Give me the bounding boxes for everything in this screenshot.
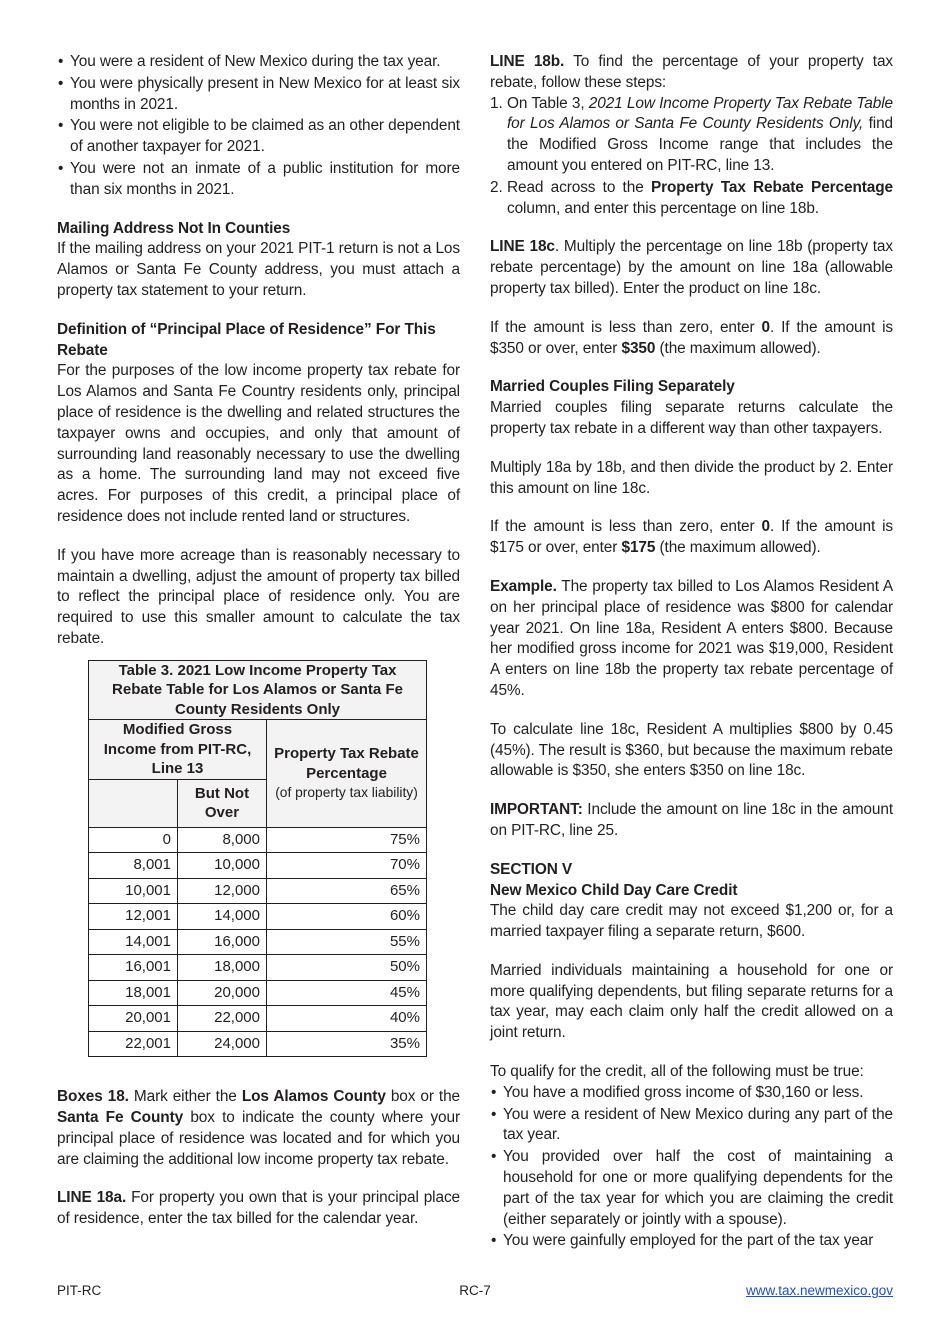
list-item bbox=[57, 116, 460, 158]
table-row bbox=[89, 904, 427, 930]
rebate-percentage: 70% bbox=[267, 853, 427, 879]
income-from: 14,001 bbox=[89, 929, 178, 955]
rebate-percentage: 45% bbox=[267, 980, 427, 1006]
table-row bbox=[89, 1006, 427, 1032]
text-run: Multiply 18a by 18b, and then divide the product by 2. Enter this amount on line 18c. bbox=[490, 458, 893, 497]
item-number: 2. bbox=[490, 178, 503, 196]
text-run: . If the amount is $175 or over, enter bbox=[490, 518, 894, 557]
table-row bbox=[89, 878, 427, 904]
percentage-header bbox=[267, 720, 427, 828]
text-run: For the purposes of the low income property tax rebate for Los Alamos and Santa Fe Country residents only, principal place of residence is the dwelling and related structures the taxpayer owns and occupies, and only that amount of surrounding land reasonably necessary to use the dwelling as a home. The surrounding land may not exceed five acres. For purposes of this credit, a principal place of residence does not include rented land or structures. bbox=[57, 362, 460, 525]
paragraph bbox=[57, 239, 460, 301]
text-run: Example. bbox=[490, 577, 557, 595]
text-run: Read across to the bbox=[507, 178, 651, 196]
item-number: 1. bbox=[490, 94, 503, 112]
paragraph bbox=[490, 237, 893, 299]
text-run: LINE 18b. bbox=[490, 53, 565, 70]
section-heading: Mailing Address Not In Counties bbox=[57, 219, 291, 237]
text-run: Married individuals maintaining a household for one or more qualifying dependents, but filing separate returns for a tax year, may each claim only half the credit allowed on a joint return. bbox=[490, 961, 893, 1042]
list-item bbox=[490, 1083, 893, 1104]
paragraph bbox=[490, 318, 893, 360]
text-run: If the amount is less than zero, enter bbox=[490, 318, 762, 336]
form-name: PIT-RC bbox=[57, 1283, 102, 1299]
list-item bbox=[57, 74, 460, 116]
text-run: The property tax billed to Los Alamos Resident A on her principal place of residence was $800 for calendar year 2021. On line 18a, Resident A enters $800. Because her modified gross income for 2021 was $19,000, Resident A enters on line 18b the property tax rebate percentage of 45%. bbox=[490, 577, 893, 699]
income-to: 22,000 bbox=[178, 1006, 267, 1032]
list-item bbox=[57, 52, 460, 73]
rebate-percentage: 75% bbox=[267, 827, 427, 853]
income-from: 18,001 bbox=[89, 980, 178, 1006]
but-not-over-header: But Not Over bbox=[178, 779, 267, 827]
table-row bbox=[89, 980, 427, 1006]
text-run: (the maximum allowed). bbox=[655, 339, 821, 357]
text-run: $350 bbox=[621, 339, 656, 357]
columns bbox=[57, 52, 893, 1270]
text-run: You were a resident of New Mexico during the tax year. bbox=[70, 53, 441, 70]
text-run: If you have more acreage than is reasonably necessary to maintain a dwelling, adjust the amount of property tax billed to reflect the principal place of residence only. You are required to use this smaller amount to calculate the tax rebate. bbox=[57, 546, 460, 647]
text-run: Mark either the bbox=[128, 1088, 242, 1106]
income-header: Modified Gross Income from PIT-RC, Line 13 bbox=[89, 720, 267, 780]
text-run: . If the amount is $350 or over, enter bbox=[490, 318, 894, 357]
website-link[interactable]: www.tax.newmexico.gov bbox=[745, 1283, 894, 1299]
percentage-header-label: Property Tax Rebate Percentage bbox=[274, 745, 419, 782]
page-number: RC-7 bbox=[459, 1283, 491, 1299]
text-run: If the amount is less than zero, enter bbox=[490, 518, 762, 536]
income-to: 14,000 bbox=[178, 904, 267, 930]
percentage-header-sub: (of property tax liability) bbox=[275, 785, 418, 801]
paragraph bbox=[57, 1188, 460, 1230]
text-run: column, and enter this percentage on line 18b. bbox=[507, 199, 819, 217]
section-heading: SECTION V bbox=[490, 860, 573, 878]
table-row bbox=[89, 929, 427, 955]
numbered-list bbox=[490, 94, 893, 220]
income-from: 20,001 bbox=[89, 1006, 178, 1032]
table-row bbox=[89, 1031, 427, 1057]
paragraph bbox=[490, 720, 893, 782]
section-heading: Married Couples Filing Separately bbox=[490, 378, 735, 396]
income-from: 12,001 bbox=[89, 904, 178, 930]
income-to: 16,000 bbox=[178, 929, 267, 955]
left-column bbox=[57, 52, 460, 1270]
income-to: 12,000 bbox=[178, 878, 267, 904]
income-from: 10,001 bbox=[89, 878, 178, 904]
rebate-percentage: 55% bbox=[267, 929, 427, 955]
text-run: Los Alamos County bbox=[241, 1088, 386, 1106]
text-run: You were not eligible to be claimed as an other dependent of another taxpayer for 2021. bbox=[70, 117, 460, 156]
text-run: You were a resident of New Mexico during any part of the tax year. bbox=[503, 1105, 893, 1144]
paragraph bbox=[490, 458, 893, 500]
list-item bbox=[490, 1105, 893, 1147]
text-run: To calculate line 18c, Resident A multiplies $800 by 0.45 (45%). The result is $360, but because the maximum rebate allowable is $350, she enters $350 on line 18c. bbox=[490, 720, 893, 780]
income-to: 10,000 bbox=[178, 853, 267, 879]
rebate-percentage: 50% bbox=[267, 955, 427, 981]
text-run: You were physically present in New Mexico for at least six months in 2021. bbox=[70, 74, 460, 113]
rebate-percentage: 60% bbox=[267, 904, 427, 930]
text-run: Santa Fe County bbox=[57, 1109, 184, 1127]
section-heading: Definition of “Principal Place of Residence” For This Rebate bbox=[57, 320, 436, 359]
rebate-percentage: 40% bbox=[267, 1006, 427, 1032]
income-from: 22,001 bbox=[89, 1031, 178, 1057]
text-run: Property Tax Rebate Percentage bbox=[650, 178, 894, 196]
income-from: 0 bbox=[89, 827, 178, 853]
list-item bbox=[490, 94, 893, 177]
paragraph bbox=[490, 52, 893, 94]
paragraph bbox=[490, 961, 893, 1044]
section-heading: New Mexico Child Day Care Credit bbox=[490, 881, 738, 899]
table-header-row bbox=[89, 720, 427, 780]
income-from: 8,001 bbox=[89, 853, 178, 879]
paragraph bbox=[490, 901, 893, 943]
income-to: 24,000 bbox=[178, 1031, 267, 1057]
list-item bbox=[490, 178, 893, 220]
table-row bbox=[89, 853, 427, 879]
table-title: Table 3. 2021 Low Income Property Tax Rebate Table for Los Alamos or Santa Fe County Residents Only bbox=[89, 660, 427, 720]
text-run: For property you own that is your principal place of residence, enter the tax billed for the calendar year. bbox=[57, 1189, 461, 1228]
text-run: You were gainfully employed for the part of the tax year bbox=[503, 1232, 874, 1250]
paragraph bbox=[490, 800, 893, 842]
text-run: box to indicate the county where your principal place of residence was located and for which you are claiming the additional low income property tax rebate. bbox=[57, 1109, 460, 1168]
paragraph bbox=[57, 361, 460, 527]
text-run: 2021 Low Income Property Tax Rebate Table for Los Alamos or Santa Fe County Residents Only, bbox=[507, 94, 893, 133]
rebate-table bbox=[88, 660, 427, 1058]
text-run: You were not an inmate of a public institution for more than six months in 2021. bbox=[70, 159, 460, 198]
text-run: LINE 18c bbox=[490, 238, 555, 256]
website-link-wrap bbox=[614, 1282, 893, 1300]
paragraph bbox=[57, 546, 460, 650]
text-run: $175 bbox=[621, 539, 656, 557]
text-run: IMPORTANT: bbox=[490, 801, 583, 819]
text-run: If the mailing address on your 2021 PIT-1 return is not a Los Alamos or Santa Fe County address, you must attach a property tax statement to your return. bbox=[57, 240, 460, 299]
text-run: Married couples filing separate returns calculate the property tax rebate in a different way than other taxpayers. bbox=[490, 399, 893, 437]
paragraph bbox=[490, 1062, 893, 1083]
table-title-row bbox=[89, 660, 427, 720]
page-footer bbox=[57, 1270, 893, 1300]
table-row bbox=[89, 827, 427, 853]
income-to: 20,000 bbox=[178, 980, 267, 1006]
paragraph bbox=[57, 1087, 460, 1170]
bullet-list bbox=[57, 52, 460, 201]
list-item bbox=[57, 159, 460, 201]
text-run: The child day care credit may not exceed $1,200 or, for a married taxpayer filing a separate return, $600. bbox=[490, 902, 893, 941]
rebate-percentage: 35% bbox=[267, 1031, 427, 1057]
income-from: 16,001 bbox=[89, 955, 178, 981]
text-run: 0 bbox=[761, 518, 770, 536]
income-to: 18,000 bbox=[178, 955, 267, 981]
text-run: . Multiply the percentage on line 18b (property tax rebate percentage) by the amount on line 18a (allowable property tax billed). Enter the product on line 18c. bbox=[490, 238, 893, 297]
list-item bbox=[490, 1231, 893, 1252]
at-least-header bbox=[89, 779, 178, 827]
table-row bbox=[89, 955, 427, 981]
text-run: box or the bbox=[385, 1088, 461, 1106]
text-run: find the Modified Gross Income range that includes the amount you entered on PIT-RC, line 13. bbox=[507, 115, 894, 174]
text-run: LINE 18a. bbox=[57, 1189, 127, 1207]
paragraph bbox=[490, 398, 893, 440]
bullet-list bbox=[490, 1083, 893, 1252]
text-run: On Table 3, bbox=[507, 94, 589, 112]
text-run: You have a modified gross income of $30,160 or less. bbox=[503, 1083, 864, 1101]
paragraph bbox=[490, 577, 893, 702]
text-run: To qualify for the credit, all of the following must be true: bbox=[490, 1063, 864, 1081]
text-run: You provided over half the cost of maintaining a household for one or more qualifying dependents for the part of the tax year for which you are claiming the credit (either separately or jointly with a spouse). bbox=[503, 1148, 893, 1228]
list-item bbox=[490, 1147, 893, 1230]
text-run: To find the percentage of your property tax rebate, follow these steps: bbox=[490, 53, 893, 91]
rebate-percentage: 65% bbox=[267, 878, 427, 904]
paragraph bbox=[490, 517, 893, 559]
text-run: 0 bbox=[761, 318, 770, 336]
right-column bbox=[490, 52, 893, 1270]
text-run: Include the amount on line 18c in the amount on PIT-RC, line 25. bbox=[490, 801, 893, 839]
text-run: Boxes 18. bbox=[57, 1088, 129, 1106]
text-run: (the maximum allowed). bbox=[655, 539, 821, 557]
income-to: 8,000 bbox=[178, 827, 267, 853]
